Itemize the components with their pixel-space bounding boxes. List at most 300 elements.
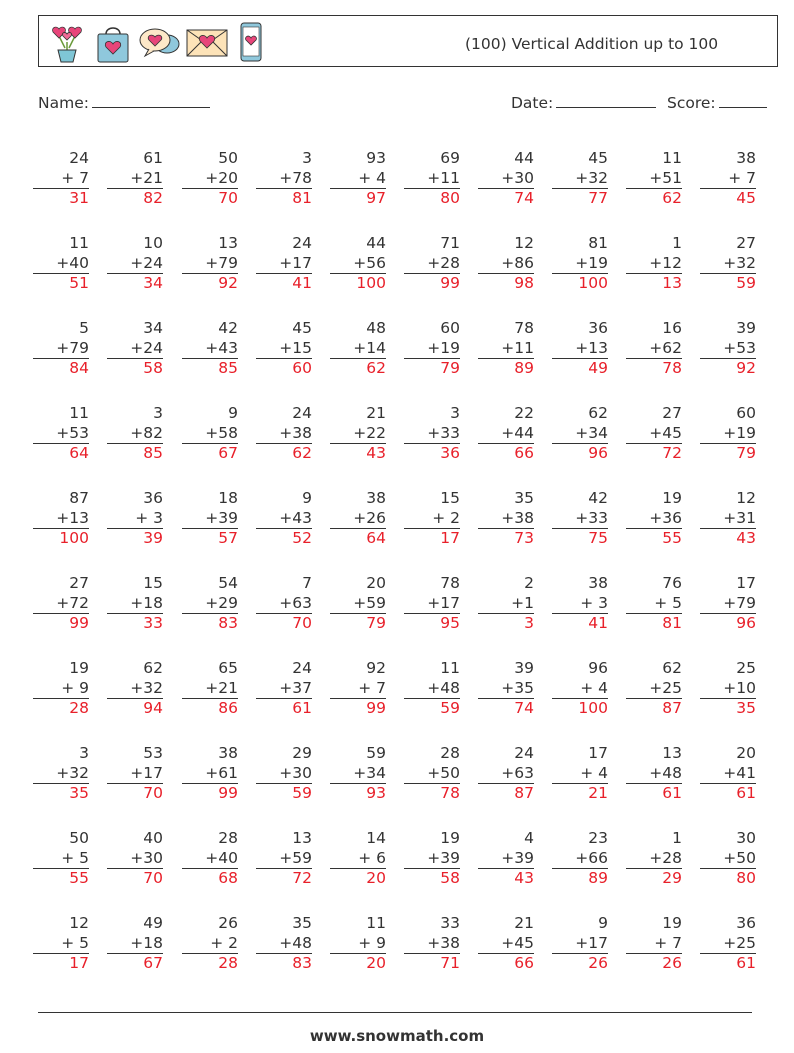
addition-problem bbox=[626, 574, 682, 633]
addition-problem bbox=[404, 574, 460, 633]
sum-answer: 85 bbox=[107, 443, 163, 463]
addition-problem bbox=[552, 744, 608, 803]
addition-problem bbox=[404, 914, 460, 973]
sum-answer: 55 bbox=[626, 528, 682, 548]
addend-bottom: +25 bbox=[723, 933, 756, 952]
addition-problem bbox=[182, 149, 238, 208]
sum-answer: 62 bbox=[256, 443, 312, 463]
addition-problem bbox=[33, 829, 89, 888]
addend-top: 27 bbox=[69, 574, 89, 592]
addend-bottom: +28 bbox=[649, 848, 682, 867]
addend-bottom: +32 bbox=[575, 168, 608, 187]
addend-top: 50 bbox=[218, 149, 238, 167]
addend-top: 1 bbox=[672, 829, 682, 847]
sum-answer: 81 bbox=[626, 613, 682, 633]
sum-answer: 70 bbox=[182, 188, 238, 208]
addition-problem bbox=[404, 659, 460, 718]
addend-bottom: + 4 bbox=[580, 678, 608, 697]
sum-answer: 31 bbox=[33, 188, 89, 208]
addend-top: 49 bbox=[143, 914, 163, 932]
addend-top: 26 bbox=[218, 914, 238, 932]
addend-top: 17 bbox=[736, 574, 756, 592]
sum-answer: 100 bbox=[33, 528, 89, 548]
addend-bottom: +30 bbox=[130, 848, 163, 867]
addend-bottom: +36 bbox=[649, 508, 682, 527]
addend-top: 19 bbox=[662, 489, 682, 507]
addend-bottom: +38 bbox=[279, 423, 312, 442]
sum-answer: 62 bbox=[330, 358, 386, 378]
addend-top: 19 bbox=[662, 914, 682, 932]
addend-top: 24 bbox=[292, 659, 312, 677]
addend-top: 60 bbox=[736, 404, 756, 422]
addend-top: 45 bbox=[292, 319, 312, 337]
addend-top: 9 bbox=[228, 404, 238, 422]
addition-problem bbox=[182, 574, 238, 633]
sum-answer: 45 bbox=[700, 188, 756, 208]
addend-bottom: +11 bbox=[427, 168, 460, 187]
addend-bottom: +48 bbox=[427, 678, 460, 697]
addition-problem bbox=[330, 914, 386, 973]
sum-answer: 66 bbox=[478, 953, 534, 973]
addition-problem bbox=[552, 829, 608, 888]
sum-answer: 36 bbox=[404, 443, 460, 463]
addition-problem bbox=[552, 234, 608, 293]
addition-problem bbox=[330, 319, 386, 378]
addend-top: 3 bbox=[302, 149, 312, 167]
addition-problem bbox=[330, 489, 386, 548]
sum-answer: 59 bbox=[404, 698, 460, 718]
addend-top: 2 bbox=[524, 574, 534, 592]
sum-answer: 79 bbox=[330, 613, 386, 633]
addition-problem bbox=[478, 744, 534, 803]
addition-problem bbox=[404, 319, 460, 378]
addend-top: 62 bbox=[588, 404, 608, 422]
addition-problem bbox=[330, 234, 386, 293]
addend-bottom: + 3 bbox=[135, 508, 163, 527]
sum-answer: 70 bbox=[107, 783, 163, 803]
sum-answer: 87 bbox=[478, 783, 534, 803]
sum-answer: 72 bbox=[256, 868, 312, 888]
addition-problem bbox=[478, 149, 534, 208]
addition-problem bbox=[33, 744, 89, 803]
addition-problem bbox=[552, 404, 608, 463]
addend-top: 38 bbox=[736, 149, 756, 167]
addend-top: 3 bbox=[79, 744, 89, 762]
addend-bottom: + 7 bbox=[654, 933, 682, 952]
addend-top: 38 bbox=[588, 574, 608, 592]
sum-answer: 72 bbox=[626, 443, 682, 463]
sum-answer: 33 bbox=[107, 613, 163, 633]
addition-problem bbox=[107, 659, 163, 718]
addend-bottom: +19 bbox=[427, 338, 460, 357]
addition-problem bbox=[330, 149, 386, 208]
addend-top: 48 bbox=[366, 319, 386, 337]
sum-answer: 92 bbox=[182, 273, 238, 293]
addition-problem bbox=[330, 744, 386, 803]
addend-bottom: +24 bbox=[130, 253, 163, 272]
addend-top: 44 bbox=[366, 234, 386, 252]
sum-answer: 75 bbox=[552, 528, 608, 548]
sum-answer: 100 bbox=[330, 273, 386, 293]
sum-answer: 99 bbox=[33, 613, 89, 633]
addend-top: 12 bbox=[514, 234, 534, 252]
addition-problem bbox=[33, 914, 89, 973]
sum-answer: 92 bbox=[700, 358, 756, 378]
addend-bottom: +32 bbox=[130, 678, 163, 697]
sum-answer: 77 bbox=[552, 188, 608, 208]
addend-bottom: +61 bbox=[205, 763, 238, 782]
addition-problem bbox=[33, 149, 89, 208]
sum-answer: 82 bbox=[107, 188, 163, 208]
addition-problem bbox=[107, 489, 163, 548]
addend-bottom: +63 bbox=[279, 593, 312, 612]
addition-problem bbox=[478, 829, 534, 888]
addend-top: 3 bbox=[153, 404, 163, 422]
addition-problem bbox=[182, 914, 238, 973]
addition-problem bbox=[404, 404, 460, 463]
addend-bottom: + 4 bbox=[580, 763, 608, 782]
addend-top: 24 bbox=[514, 744, 534, 762]
addend-top: 20 bbox=[736, 744, 756, 762]
sum-answer: 100 bbox=[552, 273, 608, 293]
addend-bottom: +17 bbox=[575, 933, 608, 952]
addition-problem bbox=[626, 659, 682, 718]
addend-top: 50 bbox=[69, 829, 89, 847]
addition-problem bbox=[700, 234, 756, 293]
sum-answer: 99 bbox=[330, 698, 386, 718]
sum-answer: 20 bbox=[330, 868, 386, 888]
sum-answer: 41 bbox=[256, 273, 312, 293]
addend-top: 15 bbox=[440, 489, 460, 507]
addend-top: 11 bbox=[366, 914, 386, 932]
addition-problem bbox=[626, 319, 682, 378]
addend-top: 42 bbox=[588, 489, 608, 507]
addend-bottom: +45 bbox=[649, 423, 682, 442]
addend-bottom: +19 bbox=[575, 253, 608, 272]
sum-answer: 41 bbox=[552, 613, 608, 633]
addend-top: 17 bbox=[588, 744, 608, 762]
addition-problem bbox=[107, 404, 163, 463]
sum-answer: 96 bbox=[552, 443, 608, 463]
sum-answer: 87 bbox=[626, 698, 682, 718]
addend-top: 18 bbox=[218, 489, 238, 507]
addend-top: 59 bbox=[366, 744, 386, 762]
sum-answer: 70 bbox=[107, 868, 163, 888]
addend-top: 19 bbox=[440, 829, 460, 847]
addition-problem bbox=[107, 149, 163, 208]
sum-answer: 67 bbox=[107, 953, 163, 973]
addition-problem bbox=[552, 659, 608, 718]
addend-bottom: +15 bbox=[279, 338, 312, 357]
addend-top: 10 bbox=[143, 234, 163, 252]
sum-answer: 59 bbox=[256, 783, 312, 803]
sum-answer: 59 bbox=[700, 273, 756, 293]
addition-problem bbox=[107, 574, 163, 633]
addend-top: 5 bbox=[79, 319, 89, 337]
addend-bottom: +50 bbox=[427, 763, 460, 782]
sum-answer: 73 bbox=[478, 528, 534, 548]
sum-answer: 49 bbox=[552, 358, 608, 378]
name-label: Name: bbox=[38, 94, 89, 112]
addend-bottom: + 9 bbox=[61, 678, 89, 697]
sum-answer: 61 bbox=[700, 783, 756, 803]
addend-top: 93 bbox=[366, 149, 386, 167]
addend-bottom: +58 bbox=[205, 423, 238, 442]
sum-answer: 43 bbox=[330, 443, 386, 463]
sum-answer: 64 bbox=[33, 443, 89, 463]
addend-bottom: +41 bbox=[723, 763, 756, 782]
addend-bottom: + 7 bbox=[728, 168, 756, 187]
addend-bottom: +43 bbox=[205, 338, 238, 357]
addend-top: 16 bbox=[662, 319, 682, 337]
sum-answer: 81 bbox=[256, 188, 312, 208]
addend-top: 38 bbox=[366, 489, 386, 507]
addition-problem bbox=[700, 404, 756, 463]
addition-problem bbox=[330, 829, 386, 888]
addend-top: 29 bbox=[292, 744, 312, 762]
worksheet-title: (100) Vertical Addition up to 100 bbox=[465, 35, 719, 53]
addend-bottom: +14 bbox=[353, 338, 386, 357]
addend-top: 36 bbox=[588, 319, 608, 337]
addition-problem bbox=[552, 489, 608, 548]
addition-problem bbox=[404, 149, 460, 208]
addend-bottom: +78 bbox=[279, 168, 312, 187]
addition-problem bbox=[256, 574, 312, 633]
sum-answer: 89 bbox=[552, 868, 608, 888]
sum-answer: 100 bbox=[552, 698, 608, 718]
addend-bottom: +20 bbox=[205, 168, 238, 187]
sum-answer: 20 bbox=[330, 953, 386, 973]
addition-problem bbox=[256, 744, 312, 803]
addend-bottom: +79 bbox=[723, 593, 756, 612]
sum-answer: 83 bbox=[256, 953, 312, 973]
addend-bottom: + 6 bbox=[358, 848, 386, 867]
addend-top: 23 bbox=[588, 829, 608, 847]
addition-problem bbox=[626, 404, 682, 463]
addition-problem bbox=[256, 914, 312, 973]
addend-bottom: +12 bbox=[649, 253, 682, 272]
addend-top: 92 bbox=[366, 659, 386, 677]
addition-problem bbox=[256, 829, 312, 888]
sum-answer: 74 bbox=[478, 698, 534, 718]
addend-top: 60 bbox=[440, 319, 460, 337]
sum-answer: 97 bbox=[330, 188, 386, 208]
addend-bottom: +53 bbox=[56, 423, 89, 442]
sum-answer: 61 bbox=[700, 953, 756, 973]
addend-bottom: + 4 bbox=[358, 168, 386, 187]
addend-top: 12 bbox=[69, 914, 89, 932]
sum-answer: 99 bbox=[182, 783, 238, 803]
addition-problem bbox=[182, 744, 238, 803]
sum-answer: 79 bbox=[404, 358, 460, 378]
addend-top: 12 bbox=[736, 489, 756, 507]
addend-top: 81 bbox=[588, 234, 608, 252]
addition-problem bbox=[552, 319, 608, 378]
addend-bottom: +1 bbox=[511, 593, 534, 612]
addend-top: 62 bbox=[143, 659, 163, 677]
addend-top: 35 bbox=[514, 489, 534, 507]
addition-problem bbox=[182, 319, 238, 378]
sum-answer: 60 bbox=[256, 358, 312, 378]
sum-answer: 57 bbox=[182, 528, 238, 548]
addition-problem bbox=[478, 574, 534, 633]
addend-top: 24 bbox=[292, 404, 312, 422]
sum-answer: 67 bbox=[182, 443, 238, 463]
addend-top: 21 bbox=[366, 404, 386, 422]
addend-top: 87 bbox=[69, 489, 89, 507]
sum-answer: 80 bbox=[404, 188, 460, 208]
sum-answer: 26 bbox=[552, 953, 608, 973]
addend-top: 36 bbox=[736, 914, 756, 932]
addend-top: 13 bbox=[218, 234, 238, 252]
addend-top: 28 bbox=[440, 744, 460, 762]
addition-problem bbox=[256, 489, 312, 548]
addend-top: 62 bbox=[662, 659, 682, 677]
addend-bottom: +32 bbox=[723, 253, 756, 272]
addition-problem bbox=[626, 234, 682, 293]
addition-problem bbox=[478, 489, 534, 548]
addend-bottom: +59 bbox=[353, 593, 386, 612]
addend-top: 78 bbox=[440, 574, 460, 592]
addend-bottom: + 5 bbox=[61, 848, 89, 867]
addend-bottom: +40 bbox=[56, 253, 89, 272]
addition-problem bbox=[330, 574, 386, 633]
addend-top: 61 bbox=[143, 149, 163, 167]
addend-top: 9 bbox=[598, 914, 608, 932]
addend-bottom: +37 bbox=[279, 678, 312, 697]
sum-answer: 68 bbox=[182, 868, 238, 888]
addition-problem bbox=[33, 489, 89, 548]
addition-problem bbox=[700, 914, 756, 973]
addend-top: 13 bbox=[292, 829, 312, 847]
addition-problem bbox=[478, 234, 534, 293]
addition-problem bbox=[700, 659, 756, 718]
addend-bottom: +33 bbox=[427, 423, 460, 442]
addend-top: 78 bbox=[514, 319, 534, 337]
addend-bottom: +13 bbox=[56, 508, 89, 527]
sum-answer: 28 bbox=[33, 698, 89, 718]
addend-top: 39 bbox=[514, 659, 534, 677]
addend-bottom: +39 bbox=[501, 848, 534, 867]
addend-bottom: + 7 bbox=[358, 678, 386, 697]
sum-answer: 78 bbox=[404, 783, 460, 803]
addend-bottom: +13 bbox=[575, 338, 608, 357]
addend-top: 22 bbox=[514, 404, 534, 422]
addition-problem bbox=[626, 489, 682, 548]
addition-problem bbox=[700, 149, 756, 208]
addend-top: 11 bbox=[662, 149, 682, 167]
addend-top: 3 bbox=[450, 404, 460, 422]
addend-bottom: +17 bbox=[279, 253, 312, 272]
addend-bottom: +28 bbox=[427, 253, 460, 272]
addition-problem bbox=[626, 914, 682, 973]
addition-problem bbox=[552, 149, 608, 208]
addend-bottom: +48 bbox=[649, 763, 682, 782]
addend-bottom: +17 bbox=[427, 593, 460, 612]
footer-url[interactable]: www.snowmath.com bbox=[309, 1027, 485, 1045]
addend-bottom: +34 bbox=[353, 763, 386, 782]
sum-answer: 62 bbox=[626, 188, 682, 208]
sum-answer: 61 bbox=[626, 783, 682, 803]
addend-bottom: +66 bbox=[575, 848, 608, 867]
addend-top: 25 bbox=[736, 659, 756, 677]
addition-problem bbox=[700, 829, 756, 888]
addend-top: 9 bbox=[302, 489, 312, 507]
addend-bottom: +79 bbox=[56, 338, 89, 357]
addend-bottom: +24 bbox=[130, 338, 163, 357]
sum-answer: 39 bbox=[107, 528, 163, 548]
addend-top: 21 bbox=[514, 914, 534, 932]
sum-answer: 86 bbox=[182, 698, 238, 718]
addition-problem bbox=[182, 404, 238, 463]
addition-problem bbox=[626, 744, 682, 803]
addend-bottom: +33 bbox=[575, 508, 608, 527]
addition-problem bbox=[107, 234, 163, 293]
addend-top: 15 bbox=[143, 574, 163, 592]
sum-answer: 26 bbox=[626, 953, 682, 973]
addend-bottom: +34 bbox=[575, 423, 608, 442]
addend-bottom: +18 bbox=[130, 933, 163, 952]
addend-bottom: +18 bbox=[130, 593, 163, 612]
addend-bottom: +44 bbox=[501, 423, 534, 442]
sum-answer: 71 bbox=[404, 953, 460, 973]
addend-bottom: +72 bbox=[56, 593, 89, 612]
addition-problem bbox=[33, 319, 89, 378]
addend-bottom: +38 bbox=[427, 933, 460, 952]
addend-top: 39 bbox=[736, 319, 756, 337]
addend-bottom: +56 bbox=[353, 253, 386, 272]
sum-answer: 28 bbox=[182, 953, 238, 973]
score-label: Score: bbox=[667, 94, 716, 112]
addend-bottom: +19 bbox=[723, 423, 756, 442]
addend-top: 13 bbox=[662, 744, 682, 762]
addition-problem bbox=[478, 659, 534, 718]
addend-top: 33 bbox=[440, 914, 460, 932]
addition-problem bbox=[256, 404, 312, 463]
addend-bottom: +39 bbox=[205, 508, 238, 527]
addend-top: 42 bbox=[218, 319, 238, 337]
addend-bottom: +21 bbox=[205, 678, 238, 697]
addition-problem bbox=[404, 829, 460, 888]
addend-top: 45 bbox=[588, 149, 608, 167]
sum-answer: 55 bbox=[33, 868, 89, 888]
sum-answer: 99 bbox=[404, 273, 460, 293]
addition-problem bbox=[256, 234, 312, 293]
date-label: Date: bbox=[511, 94, 554, 112]
sum-answer: 43 bbox=[700, 528, 756, 548]
sum-answer: 66 bbox=[478, 443, 534, 463]
addend-bottom: +17 bbox=[130, 763, 163, 782]
sum-answer: 93 bbox=[330, 783, 386, 803]
addend-top: 1 bbox=[672, 234, 682, 252]
addend-bottom: +63 bbox=[501, 763, 534, 782]
addend-top: 11 bbox=[69, 404, 89, 422]
addend-bottom: +31 bbox=[723, 508, 756, 527]
addend-bottom: +32 bbox=[56, 763, 89, 782]
addend-bottom: + 7 bbox=[61, 168, 89, 187]
sum-answer: 35 bbox=[700, 698, 756, 718]
sum-answer: 64 bbox=[330, 528, 386, 548]
addition-problem bbox=[256, 149, 312, 208]
addend-top: 54 bbox=[218, 574, 238, 592]
addend-top: 24 bbox=[292, 234, 312, 252]
sum-answer: 58 bbox=[107, 358, 163, 378]
addend-top: 30 bbox=[736, 829, 756, 847]
sum-answer: 43 bbox=[478, 868, 534, 888]
addition-problem bbox=[107, 914, 163, 973]
addition-problem bbox=[256, 659, 312, 718]
footer-divider bbox=[38, 1012, 752, 1013]
